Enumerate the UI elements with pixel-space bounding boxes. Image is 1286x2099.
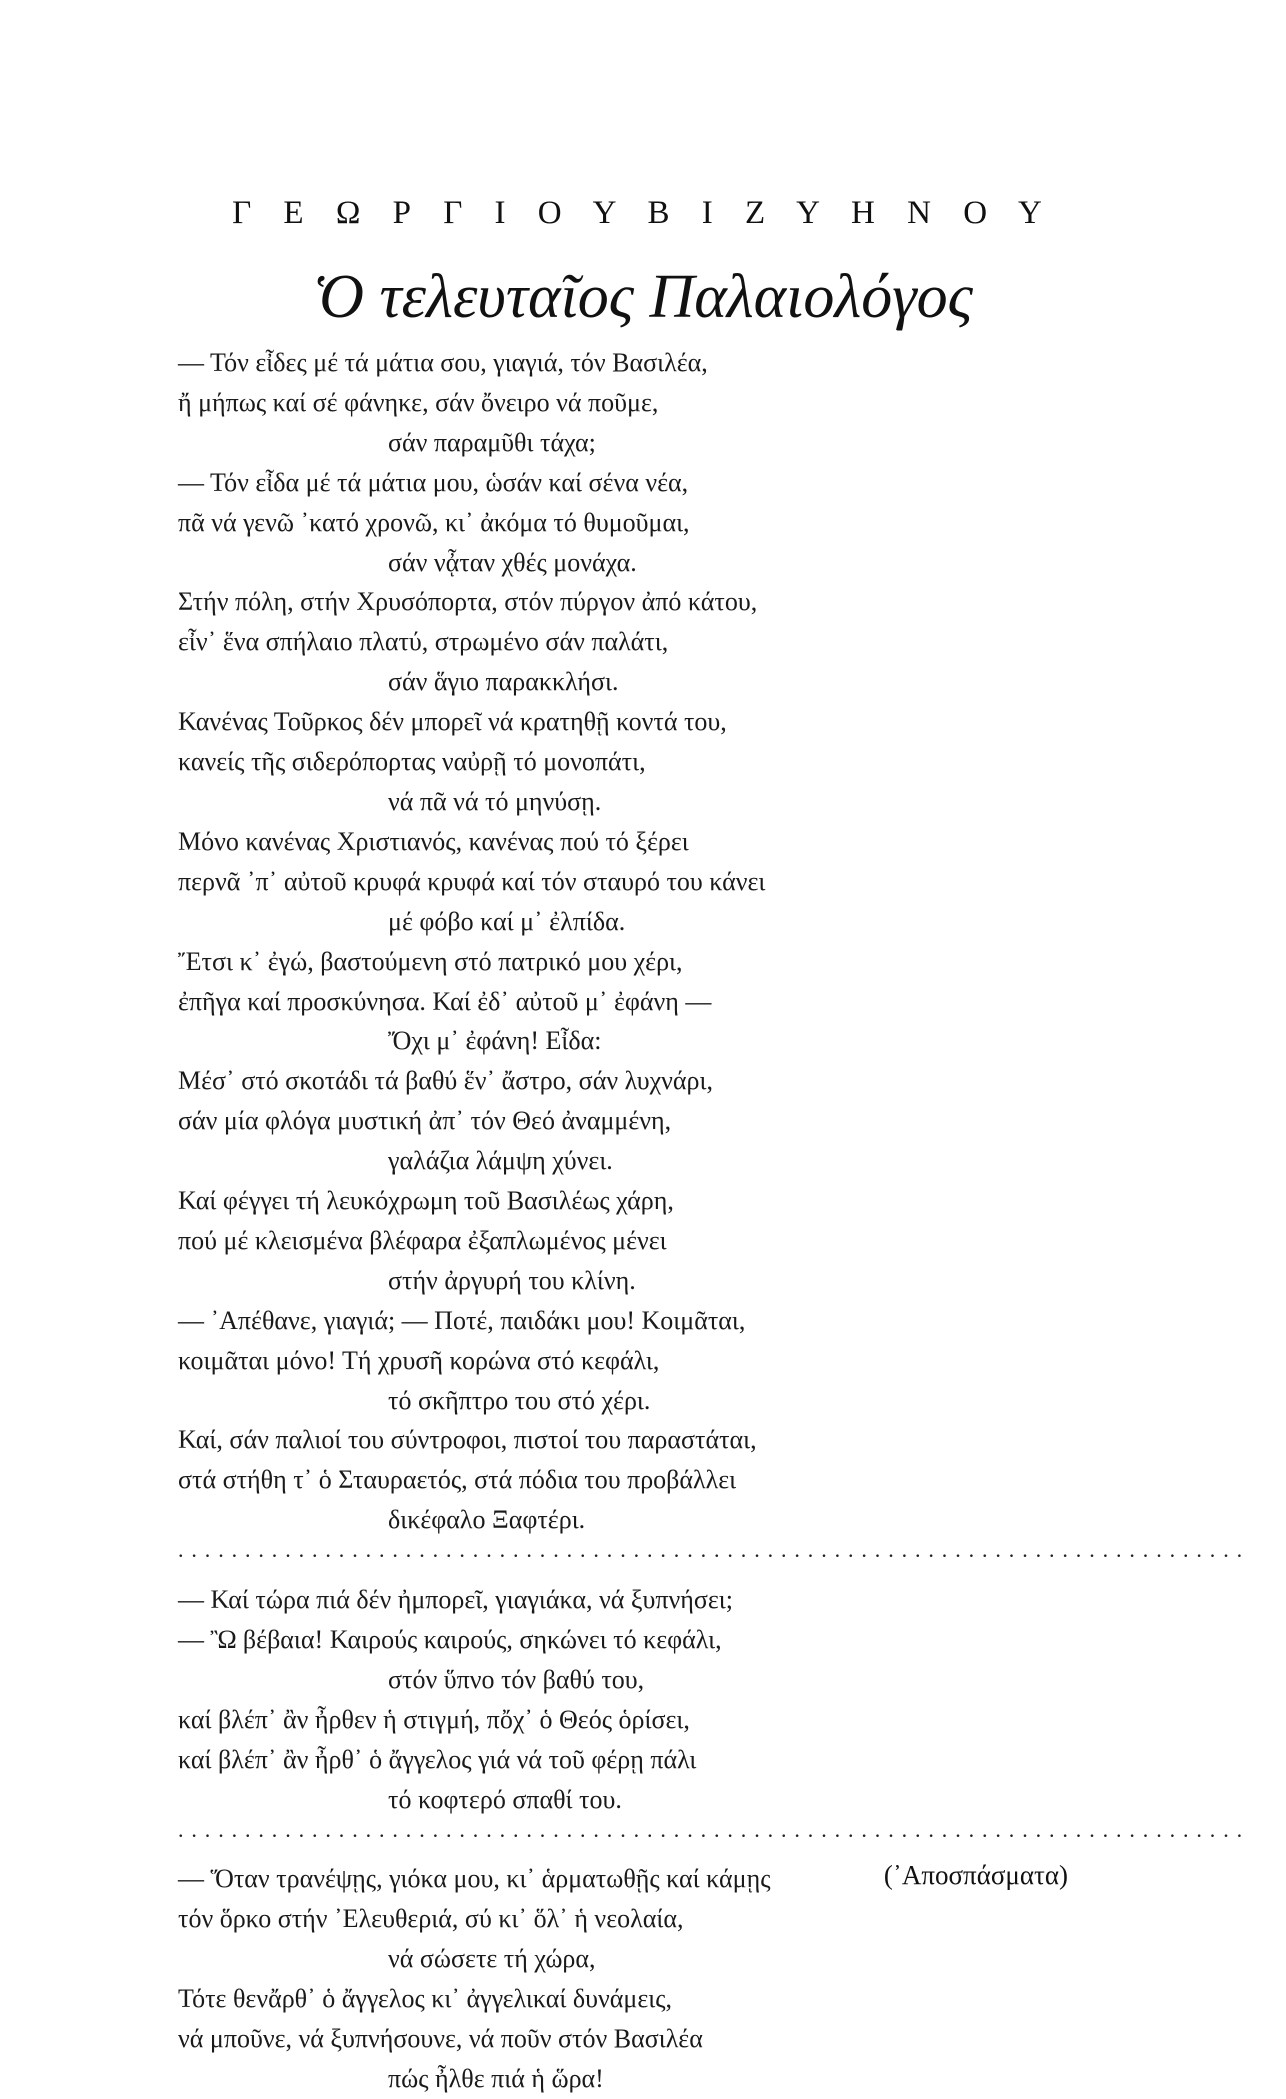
ellipsis-separator: . . . . . . . . . . . . . . . . . . . . . . . . . . . . . . . . . . . . . . . . . . . . . . . . . . . . . . . . . . . . . . . . . . . . . . . . . . . . . . . . xyxy=(178,1537,1244,1563)
poem-line: εἶν᾽ ἕνα σπήλαιο πλατύ, στρωμένο σάν παλάτι, xyxy=(178,627,669,657)
poem-line: κανείς τῆς σιδερόπορτας ναὐρῇ τό μονοπάτι, xyxy=(178,747,646,777)
poem-line: ἤ μήπως καί σέ φάνηκε, σάν ὄνειρο νά ποῦμε, xyxy=(178,387,659,417)
poem-line: γαλάζια λάμψη χύνει. xyxy=(388,1146,613,1176)
poem-line: κοιμᾶται μόνο! Τή χρυσῆ κορώνα στό κεφάλι, xyxy=(178,1345,660,1375)
poem-line: σάν ἅγιο παρακκλήσι. xyxy=(388,667,619,697)
poem-line: περνᾶ ᾽π᾽ αὐτοῦ κρυφά κρυφά καί τόν σταυρό του κάνει xyxy=(178,866,766,896)
poem-line: Ὄχι μ᾽ ἐφάνη! Εἶδα: xyxy=(388,1026,602,1056)
poem-line: καί βλέπ᾽ ἂν ἦρθ᾽ ὁ ἄγγελος γιά νά τοῦ φέρῃ πάλι xyxy=(178,1744,697,1774)
poem-line: Κανένας Τοῦρκος δέν μπορεῖ νά κρατηθῇ κοντά του, xyxy=(178,707,727,737)
poem-line: καί βλέπ᾽ ἂν ἦρθεν ἡ στιγμή, πὄχ᾽ ὁ Θεός ὁρίσει, xyxy=(178,1704,690,1734)
poem-line: νά πᾶ νά τό μηνύσῃ. xyxy=(388,786,602,816)
poem-line: — Καί τώρα πιά δέν ἠμπορεῖ, γιαγιάκα, νά ξυπνήσει; xyxy=(178,1585,733,1615)
poem-line: — Τόν εἶδα μέ τά μάτια μου, ὡσάν καί σένα νέα, xyxy=(178,467,689,497)
ellipsis-separator: . . . . . . . . . . . . . . . . . . . . . . . . . . . . . . . . . . . . . . . . . . . . . . . . . . . . . . . . . . . . . . . . . . . . . . . . . . . . . . . . xyxy=(178,1816,1244,1842)
poem-line: Μέσ᾽ στό σκοτάδι τά βαθύ ἕν᾽ ἄστρο, σάν λυχνάρι, xyxy=(178,1066,713,1096)
poem-line: Καί, σάν παλιοί του σύντροφοι, πιστοί του παραστάται, xyxy=(178,1425,757,1455)
poem-line: — Τόν εἶδες μέ τά μάτια σου, γιαγιά, τόν Βασιλέα, xyxy=(178,348,708,377)
poem-line: Στήν πόλη, στήν Χρυσόπορτα, στόν πύργον ἀπό κάτου, xyxy=(178,587,758,617)
poem-line: Τότε θενἄρθ᾽ ὁ ἄγγελος κι᾽ ἀγγελικαί δυνάμεις, xyxy=(178,1984,673,2014)
poem-line: στήν ἀργυρή του κλίνη. xyxy=(388,1265,636,1295)
poem-line: σάν νᾆταν χθές μονάχα. xyxy=(388,547,637,577)
poem-line: τόν ὅρκο στήν ᾽Ελευθεριά, σύ κι᾽ ὅλ᾽ ἡ νεολαία, xyxy=(178,1904,684,1934)
poem-line: πᾶ νά γενῶ ᾽κατό χρονῶ, κι᾽ ἀκόμα τό θυμοῦμαι, xyxy=(178,507,690,537)
poem-line: σάν παραμῦθι τάχα; xyxy=(388,427,596,457)
poem-line: στά στήθη τ᾽ ὁ Σταυραετός, στά πόδια του προβάλλει xyxy=(178,1465,737,1495)
author-heading: Γ Ε Ω Ρ Γ Ι Ο Υ Β Ι Ζ Υ Η Ν Ο Υ xyxy=(232,195,1054,231)
poem-line: στόν ὕπνο τόν βαθύ του, xyxy=(388,1664,645,1694)
poem-line: Μόνο κανένας Χριστιανός, κανένας πού τό ξέρει xyxy=(178,826,689,856)
poem-line: — ᾽Απέθανε, γιαγιά; — Ποτέ, παιδάκι μου! Κοιμᾶται, xyxy=(178,1305,746,1335)
poem-line: νά σώσετε τή χώρα, xyxy=(388,1944,596,1974)
poem-line: μέ φόβο καί μ᾽ ἐλπίδα. xyxy=(388,906,626,936)
poem-line: ἐπῆγα καί προσκύνησα. Καί ἐδ᾽ αὐτοῦ μ᾽ ἐφάνη — xyxy=(178,986,712,1016)
poem-body xyxy=(178,343,1244,2099)
poem-line: σάν μία φλόγα μυστική ἀπ᾽ τόν Θεό ἀναμμένη, xyxy=(178,1106,672,1136)
poem-title: Ὁ τελευταῖος Παλαιολόγος xyxy=(313,263,973,331)
poem-line: πού μέ κλεισμένα βλέφαρα ἐξαπλωμένος μένει xyxy=(178,1225,667,1255)
poem-line: — Ὅταν τρανέψῃς, γιόκα μου, κι᾽ ἁρματωθῇς καί κάμῃς xyxy=(178,1864,771,1894)
poem-line: Καί φέγγει τή λευκόχρωμη τοῦ Βασιλέως χάρη, xyxy=(178,1186,674,1216)
poem-line: πώς ἦλθε πιά ἡ ὥρα! xyxy=(388,2063,604,2093)
source-note: (᾽Αποσπάσματα) xyxy=(883,1860,1068,1890)
poem-line: Ἔτσι κ᾽ ἐγώ, βαστούμενη στό πατρικό μου χέρι, xyxy=(178,946,683,976)
poem-line: νά μποῦνε, νά ξυπνήσουνε, νά ποῦν στόν Βασιλέα xyxy=(178,2024,703,2054)
poem-line: τό σκῆπτρο του στό χέρι. xyxy=(388,1385,651,1415)
poem-line: — Ὢ βέβαια! Καιρούς καιρούς, σηκώνει τό κεφάλι, xyxy=(178,1624,722,1654)
poem-line: δικέφαλο Ξαφτέρι. xyxy=(388,1505,586,1535)
poem-line: τό κοφτερό σπαθί του. xyxy=(388,1784,622,1814)
